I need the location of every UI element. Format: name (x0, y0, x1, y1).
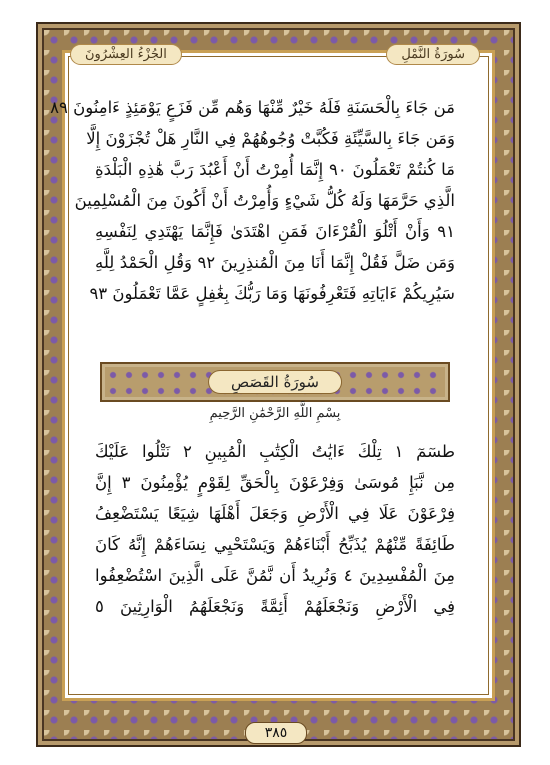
verse-line: مَن جَاءَ بِالْحَسَنَةِ فَلَهُ خَيْرٌ مِّنْهَا وَهُم مِّن فَزَعٍ يَوْمَئِذٍ ءَامِنُونَ ٨٩ (50, 98, 455, 117)
verse-line: مِنَ الْمُفْسِدِينَ ٤ وَنُرِيدُ أَن نَّمُنَّ عَلَى الَّذِينَ اسْتُضْعِفُوا (95, 566, 455, 585)
page-number: ٣٨٥ (245, 722, 307, 744)
verse-line: فِي الْأَرْضِ وَنَجْعَلَهُمْ أَئِمَّةً وَنَجْعَلَهُمُ الْوَارِثِينَ ٥ (95, 597, 455, 616)
verse-line: طَائِفَةً مِّنْهُمْ يُذَبِّحُ أَبْنَاءَهُمْ وَيَسْتَحْيِي نِسَاءَهُمْ إِنَّهُ كَانَ (95, 535, 455, 554)
verse-line: ٩١ وَأَنْ أَتْلُوَ الْقُرْءَانَ فَمَنِ اهْتَدَىٰ فَإِنَّمَا يَهْتَدِي لِنَفْسِهِ (95, 222, 455, 241)
verse-line: فِرْعَوْنَ عَلَا فِي الْأَرْضِ وَجَعَلَ أَهْلَهَا شِيَعًا يَسْتَضْعِفُ (95, 504, 455, 523)
verse-line: الَّذِي حَرَّمَهَا وَلَهُ كُلُّ شَيْءٍ وَأُمِرْتُ أَنْ أَكُونَ مِنَ الْمُسْلِمِينَ (74, 191, 455, 210)
surah-title: سُورَةُ القَصَصِ (208, 370, 342, 394)
surah-title-banner (100, 362, 450, 402)
verse-line: وَمَن ضَلَّ فَقُلْ إِنَّمَا أَنَا مِنَ الْمُنذِرِينَ ٩٢ وَقُلِ الْحَمْدُ لِلَّهِ (95, 253, 456, 272)
surah-name-label: سُورَةُ النَّمْلِ (386, 44, 480, 65)
basmala: بِسْمِ اللَّهِ الرَّحْمَٰنِ الرَّحِيمِ (209, 406, 341, 421)
juz-label: الجُزْءُ العِشْرُونَ (70, 44, 182, 65)
verse-line: مَا كُنتُمْ تَعْمَلُونَ ٩٠ إِنَّمَا أُمِرْتُ أَنْ أَعْبُدَ رَبَّ هَٰذِهِ الْبَلْدَةِ (95, 160, 455, 179)
verse-line: مِن نَّبَإِ مُوسَىٰ وَفِرْعَوْنَ بِالْحَقِّ لِقَوْمٍ يُؤْمِنُونَ ٣ إِنَّ (95, 473, 456, 492)
verse-line: طسٓمٓ ١ تِلْكَ ءَايَٰتُ الْكِتَٰبِ الْمُبِينِ ٢ نَتْلُوا عَلَيْكَ (95, 442, 455, 461)
verses-block-naml (50, 92, 456, 309)
verses-block-qasas (95, 436, 455, 622)
verse-line: سَيُرِيكُمْ ءَايَاتِهِ فَتَعْرِفُونَهَا وَمَا رَبُّكَ بِغَٰفِلٍ عَمَّا تَعْمَلُونَ ٩٣ (89, 284, 455, 303)
page-header (70, 40, 480, 68)
verse-line: وَمَن جَاءَ بِالسَّيِّئَةِ فَكُبَّتْ وُجُوهُهُمْ فِي النَّارِ هَلْ تُجْزَوْنَ إِلَّا (86, 129, 455, 148)
